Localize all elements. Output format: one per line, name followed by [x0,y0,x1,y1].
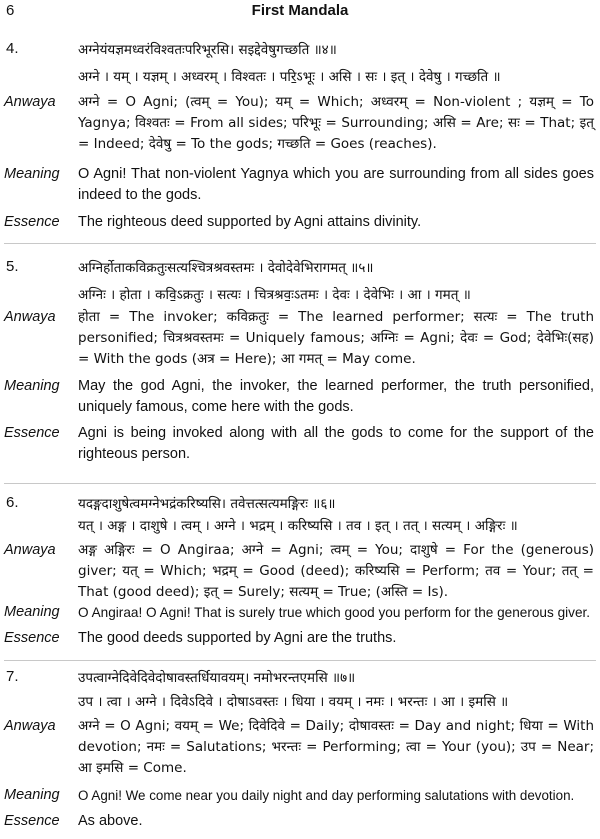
verse-mantra: उपत्वाग्नेदिवेदिवेदोषावस्तर्धियावयम्। नमोभरन्तएमसि ॥७॥ [78,670,356,686]
meaning-label: Meaning [4,787,60,803]
verse-number: 6. [6,494,19,511]
meaning-text: May the god Agni, the invoker, the learned performer, the truth personified, uniquely famous, come here with the gods. [78,378,594,415]
verse-padapatha: यत् । अङ्ग । दाशुषे । त्वम् । अग्ने । भद्रम् । करिष्यसि । तव । इत् । तत् । सत्यम् । अङ्गिरः ॥ [78,518,518,534]
page-number: 6 [6,2,15,19]
essence-label: Essence [4,214,60,230]
verse-padapatha: अग्ने । यम् । यज्ञम् । अध्वरम् । विश्वतः । परि॒ऽभूः । असि । सः । इत् । देवेषु । गच्छति ॥ [78,69,501,85]
essence-text: As above. [78,813,143,829]
section-divider [4,483,596,484]
essence-text: The good deeds supported by Agni are the truths. [78,630,397,646]
essence-label: Essence [4,425,60,441]
verse-mantra: यदङ्गदाशुषेत्वमग्नेभद्रंकरिष्यसि। तवेत्तत्सत्यमङ्गिरः ॥६॥ [78,496,336,512]
verse-number: 7. [6,668,19,685]
section-divider [4,243,596,244]
meaning-text: O Angiraa! O Agni! That is surely true which good you perform for the generous giver. [78,605,591,620]
verse-padapatha: उप । त्वा । अग्ने । दिवेऽदिवे । दोषाऽवस्तः । धिया । वयम् । नमः । भरन्तः । आ । इमसि ॥ [78,694,509,710]
running-title: First Mandala [251,2,349,19]
anwaya-label: Anwaya [4,94,56,110]
page-header [6,2,594,24]
essence-text: The righteous deed supported by Agni attains divinity. [78,214,422,230]
section-divider [4,660,596,661]
verse-number: 4. [6,40,19,57]
essence-label: Essence [4,813,60,829]
anwaya-text: अग्ने = O Agni; (त्वम् = You); यम् = Which; अध्वरम् = Non-violent ; यज्ञम् = To Yagnya; विश्वतः = From all sides; परिभूः = Surrounding; असि = Are; सः = That; इत् = Indeed; देवेषु = To the gods; गच्छति = Goes (reaches). [78,94,594,152]
verse-padapatha: अग्निः । होता । कवि॒ऽक्रतुः । सत्यः । चित्रश्रवः॒ऽतमः । देवः । देवेभिः । आ । गमत् ॥ [78,287,471,303]
anwaya-label: Anwaya [4,542,56,558]
verse-number: 5. [6,258,19,275]
anwaya-text: अग्ने = O Agni; वयम् = We; दिवेदिवे = Daily; दोषावस्तः = Day and night; धिया = With devotion; नमः = Salutations; भरन्तः = Performing; त्वा = Your (you); उप = Near; आ इमसि = Come. [78,718,594,776]
anwaya-text: अङ्ग अङ्गिरः = O Angiraa; अग्ने = Agni; त्वम् = You; दाशुषे = For the (generous) giver; यत् = Which; भद्रम् = Good (deed); करिष्यसि = Perform; तव = Your; तत् = That (good deed); इत् = Surely; सत्यम् = True; (अस्ति = Is). [78,542,594,600]
anwaya-text: होता = The invoker; कविक्रतुः = The learned performer; सत्यः = The truth personified; चित्रश्रवस्तमः = Uniquely famous; अग्निः = Agni; देवः = God; देवेभिः(सह) = With the gods (अत्र = Here); आ गमत् = May come. [78,309,594,367]
verse-mantra: अग्निर्होताकविक्रतुःसत्यश्चित्रश्रवस्तमः । देवोदेवेभिरागमत् ॥५॥ [78,260,374,276]
anwaya-label: Anwaya [4,718,56,734]
meaning-text: O Agni! We come near you daily night and day performing salutations with devotion. [78,788,575,803]
essence-text: Agni is being invoked along with all the gods to come for the support of the righteous person. [78,425,594,462]
meaning-text: O Agni! That non-violent Yagnya which you are surrounding from all sides goes indeed to the gods. [78,166,594,203]
verse-mantra: अग्नेयंयज्ञमध्वरंविश्वतःपरिभूरसि। सइद्देवेषुगच्छति ॥४॥ [78,42,337,58]
meaning-label: Meaning [4,378,60,394]
meaning-label: Meaning [4,166,60,182]
meaning-label: Meaning [4,604,60,620]
essence-label: Essence [4,630,60,646]
anwaya-label: Anwaya [4,309,56,325]
